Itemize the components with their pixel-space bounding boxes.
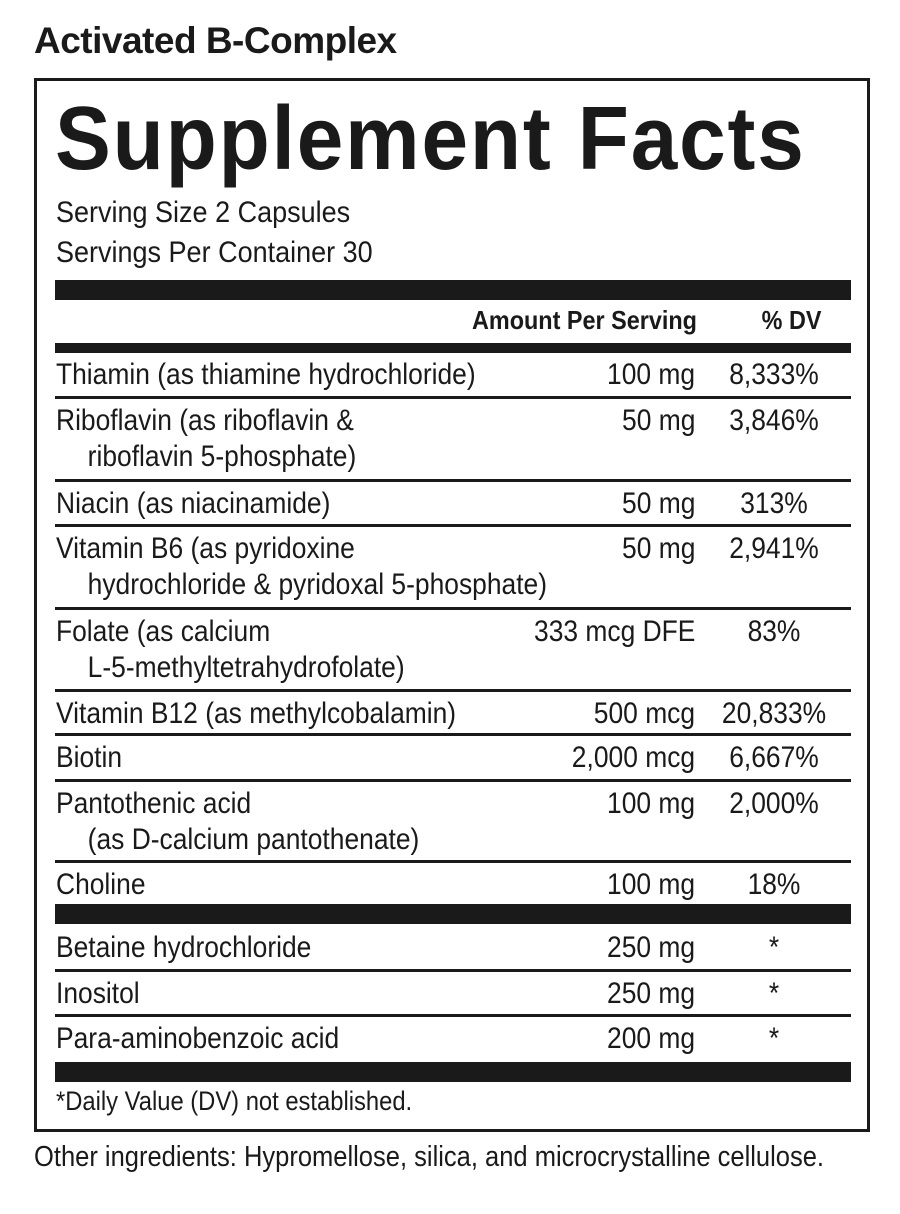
servings-per-container: Servings Per Container 30: [56, 236, 373, 269]
nutrient-row: [55, 353, 851, 399]
nutrient-name-line1: Pantothenic acid: [56, 787, 252, 820]
nutrient-name-line2: hydrochloride & pyridoxal 5-phosphate): [87, 568, 548, 601]
nutrient-dv: 313%: [740, 487, 808, 520]
nutrient-amount: 50 mg: [621, 404, 695, 437]
nutrient-name-line2: L-5-methyltetrahydrofolate): [87, 651, 405, 684]
nutrient-name-line2: riboflavin 5-phosphate): [87, 440, 357, 473]
nutrient-amount: 500 mcg: [593, 697, 695, 730]
thick-divider: [55, 1062, 851, 1082]
nutrient-name: [56, 403, 356, 475]
supplement-facts-panel: [34, 78, 870, 1132]
nutrient-dv: *: [768, 931, 780, 964]
nutrient-dv: 18%: [747, 868, 801, 901]
nutrient-row: [55, 782, 851, 863]
nutrient-amount: 100 mg: [606, 868, 695, 901]
nutrient-name: [56, 531, 547, 603]
nutrient-name: Choline: [56, 868, 146, 901]
nutrient-dv: *: [768, 977, 780, 1010]
other-nutrient-row: [55, 972, 851, 1017]
nutrient-row: [55, 736, 851, 782]
dv-footnote: *Daily Value (DV) not established.: [56, 1086, 413, 1116]
other-nutrient-row: [55, 1017, 851, 1062]
nutrient-row: [55, 692, 851, 736]
other-nutrient-row: [55, 926, 851, 972]
nutrient-name: [56, 786, 419, 858]
nutrient-name-line1: Riboflavin (as riboflavin &: [56, 404, 354, 437]
nutrient-amount: 100 mg: [606, 787, 695, 820]
nutrient-dv: 2,000%: [729, 787, 819, 820]
nutrient-dv: 2,941%: [729, 532, 819, 565]
nutrient-name: Thiamin (as thiamine hydrochloride): [56, 358, 476, 391]
thick-divider: [55, 904, 851, 924]
nutrient-name: Vitamin B12 (as methylcobalamin): [56, 697, 457, 730]
nutrient-amount: 2,000 mcg: [571, 741, 695, 774]
product-title: Activated B-Complex: [34, 20, 397, 61]
nutrient-amount: 333 mcg DFE: [533, 615, 695, 648]
other-ingredients: Other ingredients: Hypromellose, silica, and microcrystalline cellulose.: [34, 1141, 825, 1173]
nutrient-dv: 83%: [747, 615, 801, 648]
nutrient-name: Betaine hydrochloride: [56, 931, 312, 964]
nutrient-amount: 250 mg: [606, 977, 695, 1010]
nutrient-row: [55, 482, 851, 527]
nutrient-row: [55, 863, 851, 904]
thick-divider: [55, 280, 851, 300]
nutrient-name-line2: (as D-calcium pantothenate): [87, 823, 420, 856]
nutrient-row: [55, 399, 851, 482]
nutrient-amount: 50 mg: [621, 487, 695, 520]
nutrient-name: Inositol: [56, 977, 140, 1010]
serving-size: Serving Size 2 Capsules: [56, 196, 351, 229]
nutrient-amount: 250 mg: [606, 931, 695, 964]
nutrient-name: Biotin: [56, 741, 123, 774]
header-divider: [55, 343, 851, 353]
nutrient-row: [55, 610, 851, 692]
nutrient-dv: 8,333%: [729, 358, 819, 391]
dv-column-header: % DV: [761, 305, 821, 335]
nutrient-name-line1: Vitamin B6 (as pyridoxine: [56, 532, 355, 565]
nutrient-name: Niacin (as niacinamide): [56, 487, 331, 520]
nutrient-dv: 6,667%: [729, 741, 819, 774]
nutrient-name-line1: Folate (as calcium: [56, 615, 271, 648]
nutrient-dv: *: [768, 1022, 780, 1055]
column-header-row: [55, 301, 851, 341]
nutrient-dv: 3,846%: [729, 404, 819, 437]
nutrient-dv: 20,833%: [721, 697, 827, 730]
nutrient-name: Para-aminobenzoic acid: [56, 1022, 340, 1055]
nutrient-row: [55, 527, 851, 610]
nutrient-amount: 200 mg: [606, 1022, 695, 1055]
nutrient-name: [56, 614, 405, 686]
panel-heading: Supplement Facts: [55, 89, 806, 189]
amount-column-header: Amount Per Serving: [472, 305, 697, 335]
nutrient-amount: 100 mg: [606, 358, 695, 391]
nutrient-amount: 50 mg: [621, 532, 695, 565]
